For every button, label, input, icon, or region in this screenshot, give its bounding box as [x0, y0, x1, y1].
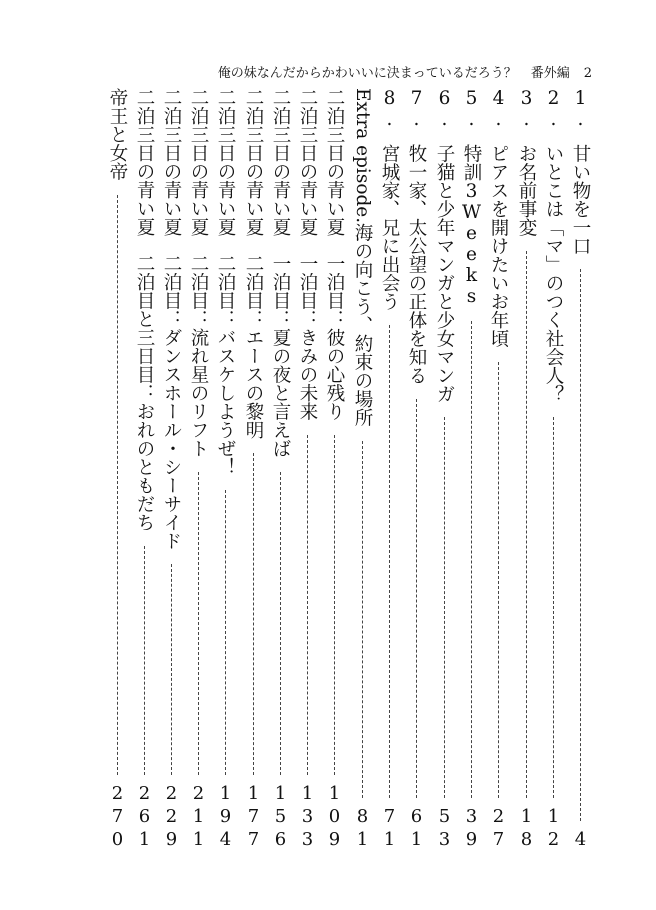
dot-leader [526, 251, 527, 799]
toc-entry[interactable] [105, 88, 129, 852]
toc-entry[interactable] [514, 88, 538, 852]
dot-leader [553, 417, 554, 798]
entry-subtitle: 二泊目：バスケしようぜ！ [215, 254, 236, 476]
entry-title: 二泊三日の青い夏 [161, 88, 182, 236]
entry-title: 宮城家、兄に出会う [379, 144, 400, 311]
entry-title: 二泊三日の青い夏 [188, 88, 209, 236]
dot-leader [444, 417, 445, 798]
entry-title: 子猫と少年マンガと少女マンガ [434, 144, 455, 403]
dot-leader [416, 399, 417, 799]
entry-subtitle: 一泊目：夏の夜と言えば [270, 254, 291, 458]
entry-subtitle: 二泊目と三日目：おれのともだち [134, 254, 155, 532]
toc-entry[interactable] [132, 88, 156, 852]
toc-entry[interactable] [186, 88, 210, 852]
toc-entry[interactable] [159, 88, 183, 852]
toc-entry[interactable] [213, 88, 237, 852]
entry-page: 156 [270, 783, 291, 852]
entry-title: 二泊三日の青い夏 [324, 88, 345, 236]
entry-title: 甘い物を一口 [570, 144, 591, 255]
entry-title: 特訓3Weeks [461, 144, 482, 307]
dot-leader [471, 321, 472, 798]
entry-page: 229 [161, 783, 182, 852]
book-title: 俺の妹なんだからかわいいに決まっているだろう？ [217, 66, 517, 81]
entry-page: 27 [488, 806, 509, 852]
entry-page: 12 [543, 806, 564, 852]
toc-entry[interactable] [377, 88, 401, 852]
dot-leader [198, 472, 199, 776]
entry-page: 39 [461, 806, 482, 852]
dot-leader [389, 325, 390, 799]
entry-page: 270 [107, 783, 128, 852]
dot-leader [307, 435, 308, 776]
entry-subtitle: 一泊目：彼の心残り [324, 254, 345, 421]
toc-entry[interactable] [541, 88, 565, 852]
entry-title: 帝王と女帝 [107, 88, 128, 181]
entry-number: 4. [488, 88, 509, 130]
entry-page: 18 [516, 806, 537, 852]
entry-title: お名前事変 [516, 144, 537, 237]
dot-leader [144, 546, 145, 776]
entry-number: 6. [434, 88, 455, 130]
entry-page: 211 [188, 783, 209, 852]
dot-leader [280, 472, 281, 776]
dot-leader [362, 441, 363, 798]
entry-number: 2. [543, 88, 564, 130]
entry-number: 5. [461, 88, 482, 130]
entry-title: 牧一家、太公望の正体を知る [406, 144, 427, 385]
entry-page: 61 [406, 806, 427, 852]
entry-page: 81 [352, 806, 373, 852]
entry-page: 53 [434, 806, 455, 852]
entry-page: 177 [243, 783, 264, 852]
entry-title: 二泊三日の青い夏 [215, 88, 236, 236]
entry-title: 二泊三日の青い夏 [270, 88, 291, 236]
toc-entry[interactable] [350, 88, 374, 852]
entry-subtitle: 二泊目：ダンスホール・シーサイド [161, 254, 182, 550]
entry-page: 261 [134, 783, 155, 852]
toc-entry[interactable] [432, 88, 456, 852]
entry-title: 二泊三日の青い夏 [134, 88, 155, 236]
entry-title: 二泊三日の青い夏 [297, 88, 318, 236]
toc-entry[interactable] [241, 88, 265, 852]
entry-page: 133 [297, 783, 318, 852]
entry-title: 二泊三日の青い夏 [243, 88, 264, 236]
entry-title: いとこは「マ」のつく社会人？ [543, 144, 564, 403]
dot-leader [171, 564, 172, 775]
toc-entry[interactable] [486, 88, 510, 852]
toc-entry[interactable] [568, 88, 592, 852]
entry-subtitle: 二泊目：流れ星のリフト [188, 254, 209, 458]
dot-leader [225, 490, 226, 775]
entry-subtitle: 一泊目：きみの未来 [297, 254, 318, 421]
toc-entry[interactable] [322, 88, 346, 852]
dot-leader [334, 435, 335, 776]
entry-number: 8. [379, 88, 400, 130]
running-header [204, 62, 592, 81]
entry-number: 7. [406, 88, 427, 130]
entry-number: 1. [570, 88, 591, 130]
entry-page: 71 [379, 806, 400, 852]
toc-entry[interactable] [404, 88, 428, 852]
toc-entry[interactable] [268, 88, 292, 852]
dot-leader [580, 269, 581, 821]
dot-leader [498, 362, 499, 799]
toc-entry[interactable] [295, 88, 319, 852]
entry-page: 194 [215, 783, 236, 852]
dot-leader [253, 453, 254, 775]
toc-entry[interactable] [459, 88, 483, 852]
dot-leader [117, 195, 118, 776]
section-label: 番外編 [530, 66, 570, 81]
entry-subtitle: 二泊目：エースの黎明 [243, 254, 264, 439]
entry-title: Extra episode.海の向こう、約束の場所 [352, 88, 373, 427]
entry-page: 4 [570, 829, 591, 852]
entry-number: 3. [516, 88, 537, 130]
entry-page: 109 [324, 783, 345, 852]
entry-title: ピアスを開けたいお年頃 [488, 144, 509, 348]
page-number: 2 [583, 66, 592, 81]
